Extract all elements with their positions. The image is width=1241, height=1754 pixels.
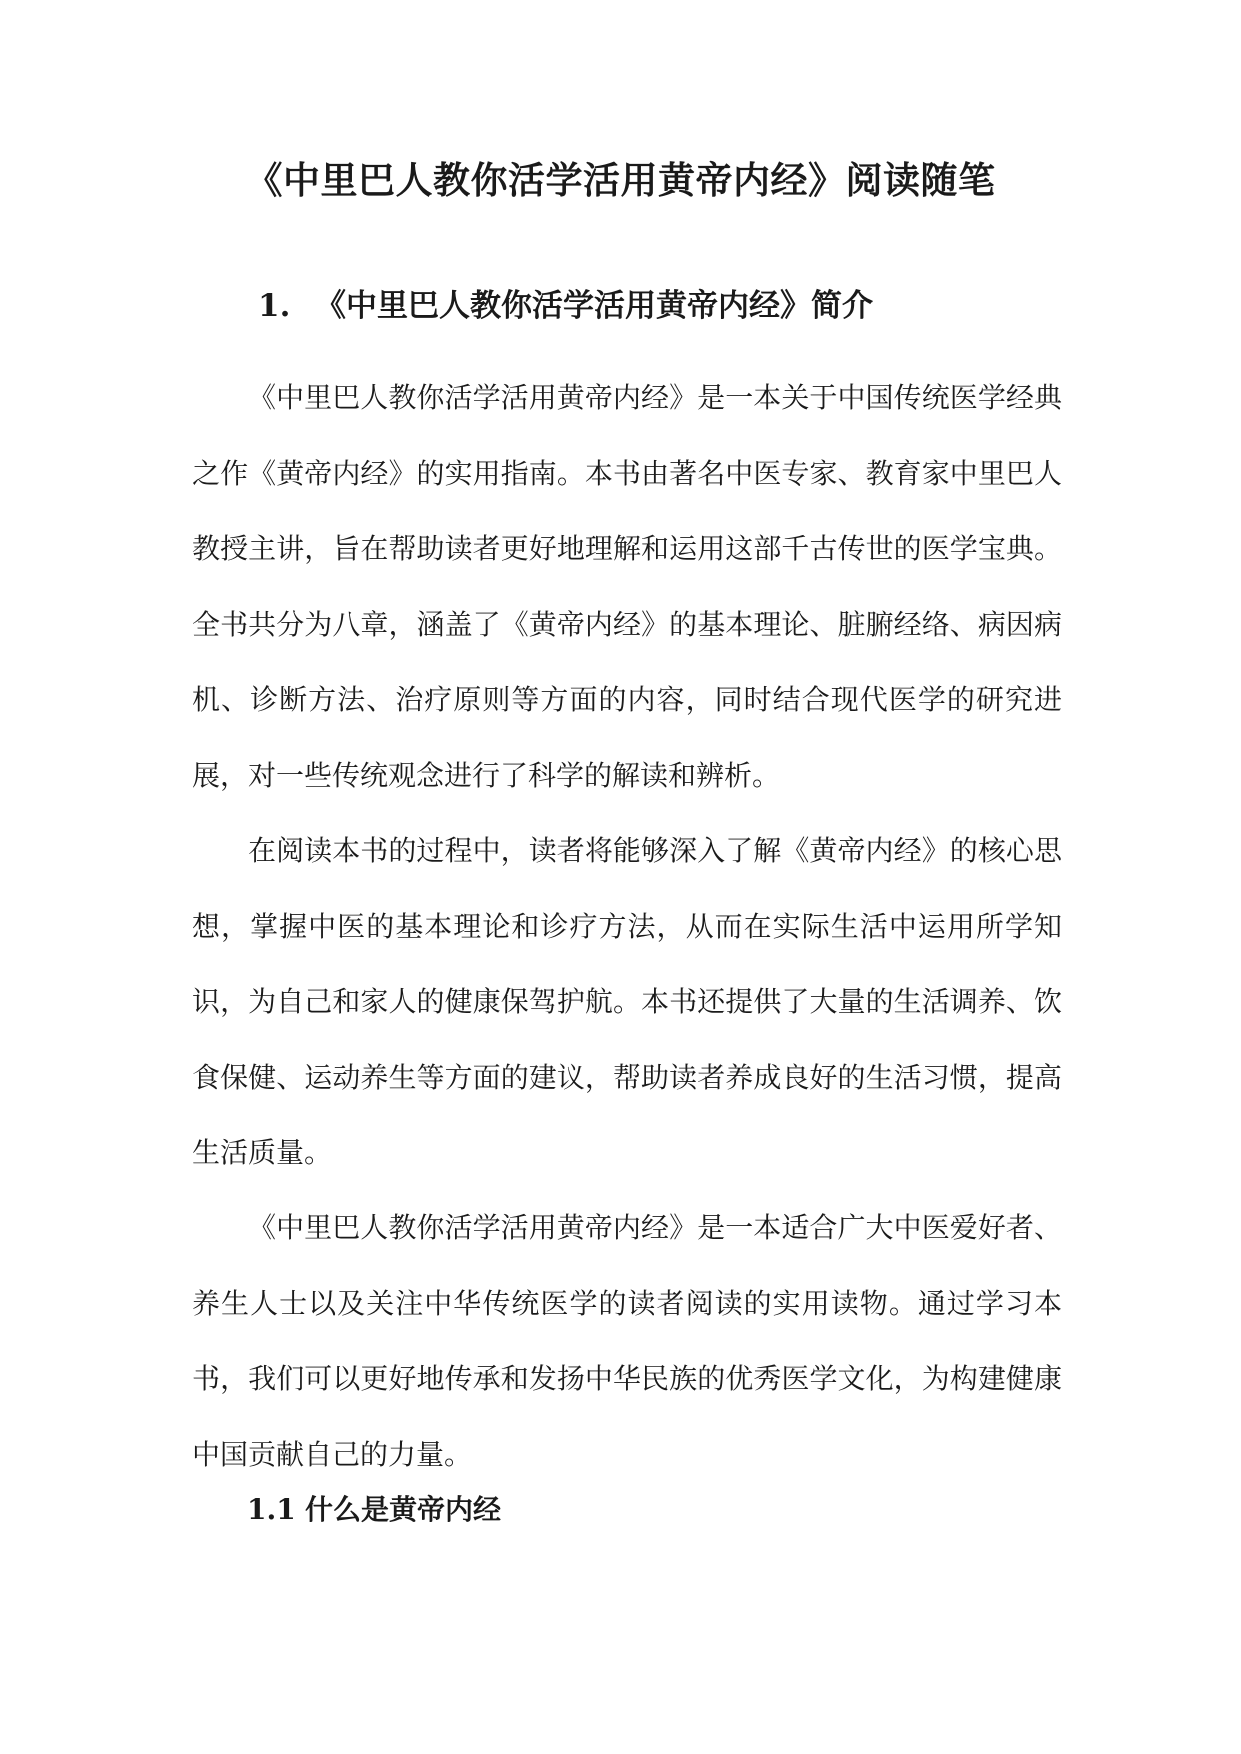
subsection-heading	[247, 1488, 501, 1528]
section-heading	[258, 280, 873, 325]
section-heading-text: 《中里巴人教你活学活用黄帝内经》简介	[315, 288, 873, 324]
subsection-number: 1.1	[247, 1493, 296, 1526]
paragraph-audience: 《中里巴人教你活学活用黄帝内经》是一本适合广大中医爱好者、养生人士以及关注中华传统医学的读者阅读的实用读物。通过学习本书，我们可以更好地传承和发扬中华民族的优秀医学文化，为构建健康中国贡献自己的力量。	[192, 1211, 1062, 1471]
paragraph-intro: 《中里巴人教你活学活用黄帝内经》是一本关于中国传统医学经典之作《黄帝内经》的实用指南。本书由著名中医专家、教育家中里巴人教授主讲，旨在帮助读者更好地理解和运用这部千古传世的医学宝典。全书共分为八章，涵盖了《黄帝内经》的基本理论、脏腑经络、病因病机、诊断方法、治疗原则等方面的内容，同时结合现代医学的研究进展，对一些传统观念进行了科学的解读和辨析。	[192, 381, 1062, 792]
subsection-heading-text: 什么是黄帝内经	[305, 1493, 502, 1526]
document-title: 《中里巴人教你活学活用黄帝内经》阅读随笔	[245, 158, 996, 202]
paragraph-reading: 在阅读本书的过程中，读者将能够深入了解《黄帝内经》的核心思想，掌握中医的基本理论和诊疗方法，从而在实际生活中运用所学知识，为自己和家人的健康保驾护航。本书还提供了大量的生活调养、饮食保健、运动养生等方面的建议，帮助读者养成良好的生活习惯，提高生活质量。	[192, 834, 1062, 1169]
section-number: 1.	[258, 288, 291, 324]
